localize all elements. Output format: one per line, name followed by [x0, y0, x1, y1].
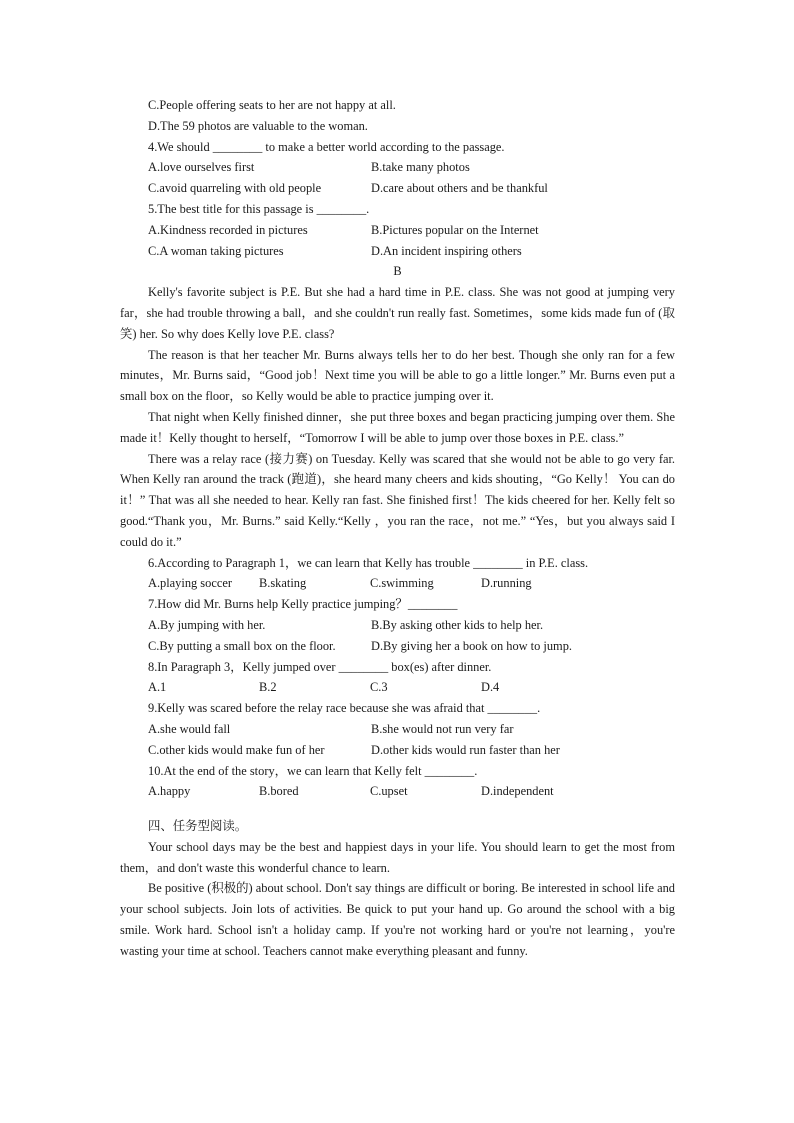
question-7-option-d: D.By giving her a book on how to jump. — [371, 638, 572, 653]
question-3-option-c: C.People offering seats to her are not happy at all. — [148, 98, 396, 112]
question-6-option-b: B.skating — [259, 576, 307, 591]
question-7-options-row-1 — [120, 615, 675, 636]
question-4-options-row-2 — [120, 178, 675, 199]
question-10-option-a: A.happy — [148, 784, 191, 799]
question-4-option-d: D.care about others and be thankful — [371, 181, 548, 196]
question-5-stem: 5.The best title for this passage is ________. — [148, 201, 370, 216]
question-10-stem: 10.At the end of the story，we can learn that Kelly felt ________. — [148, 763, 478, 778]
question-8-option-b: B.2 — [259, 680, 277, 695]
question-5-option-b: B.Pictures popular on the Internet — [371, 222, 539, 237]
question-5-option-d: D.An incident inspiring others — [371, 243, 522, 258]
question-10-option-c: C.upset — [370, 784, 408, 799]
question-4-option-b: B.take many photos — [371, 160, 470, 175]
section-4-paragraph-1: Your school days may be the best and happiest days in your life. You should learn to get the most from them，and don't waste this wonderful chance to learn. — [120, 839, 675, 875]
section-4-heading: 四、任务型阅读。 — [148, 818, 248, 834]
question-8-stem: 8.In Paragraph 3，Kelly jumped over ________ box(es) after dinner. — [148, 659, 492, 674]
question-9-option-d: D.other kids would run faster than her — [371, 742, 560, 757]
question-9-option-b: B.she would not run very far — [371, 721, 514, 736]
passage-b-paragraph-1: Kelly's favorite subject is P.E. But she had a hard time in P.E. class. She was not good at jumping very far，she had trouble throwing a ball，and she couldn't run really fast. Sometimes，some kids made fun of (取笑) her. So why does Kelly love P.E. class? — [120, 285, 675, 341]
question-4-stem: 4.We should ________ to make a better world according to the passage. — [148, 139, 505, 154]
section-4-paragraph-2: Be positive (积极的) about school. Don't say things are difficult or boring. Be interested in school life and your school subjects. Join lots of activities. Be quick to put your hand up. Go around the school with a big smile. Work hard. School isn't a holiday camp. If you're not working hard or you're not learning，you're wasting your time at school. Teachers cannot make everything pleasant and funny. — [120, 881, 675, 958]
question-9-options-row-1 — [120, 719, 675, 740]
worksheet-page — [120, 95, 675, 962]
passage-b-text — [120, 282, 675, 552]
passage-b-label: B — [393, 264, 402, 279]
question-5-option-c: C.A woman taking pictures — [148, 243, 284, 258]
question-8-option-a: A.1 — [148, 680, 167, 695]
question-8-options — [120, 677, 675, 698]
question-3-option-d: D.The 59 photos are valuable to the woman. — [148, 118, 368, 133]
question-6-option-a: A.playing soccer — [148, 576, 232, 591]
question-10-option-d: D.independent — [481, 784, 554, 799]
question-8-option-d: D.4 — [481, 680, 500, 695]
passage-b-paragraph-2: The reason is that her teacher Mr. Burns always tells her to do her best. Though she only ran for a few minutes，Mr. Burns said，“Good job！Next time you will be able to go a little longer.” Mr. Burns even put a small box on the floor，so Kelly would be able to practice jumping over it. — [120, 347, 675, 404]
question-7-option-c: C.By putting a small box on the floor. — [148, 638, 336, 653]
question-6-option-d: D.running — [481, 576, 532, 591]
question-5-options-row-1 — [120, 220, 675, 241]
question-5-option-a: A.Kindness recorded in pictures — [148, 222, 308, 237]
question-10-option-b: B.bored — [259, 784, 299, 799]
question-6-stem: 6.According to Paragraph 1，we can learn that Kelly has trouble ________ in P.E. class. — [148, 555, 589, 570]
question-4-option-a: A.love ourselves first — [148, 160, 255, 175]
question-8-option-c: C.3 — [370, 680, 388, 695]
question-5-options-row-2 — [120, 241, 675, 262]
question-7-options-row-2 — [120, 636, 675, 657]
question-7-stem: 7.How did Mr. Burns help Kelly practice jumping？________ — [148, 597, 458, 612]
section-4-text — [120, 837, 675, 962]
question-7-option-a: A.By jumping with her. — [148, 617, 266, 632]
question-9-stem: 9.Kelly was scared before the relay race because she was afraid that ________. — [148, 701, 541, 716]
question-7-option-b: B.By asking other kids to help her. — [371, 617, 544, 632]
passage-b-paragraph-4: There was a relay race (接力赛) on Tuesday. Kelly was scared that she would not be able to go very far. When Kelly ran around the track (跑道)，she heard many cheers and kids shouting，“Go Kelly！ You can do it！” That was all she needed to hear. Kelly ran fast. She finished first！The kids cheered for her. Kelly felt so good.“Thank you，Mr. Burns.” said Kelly.“Kelly ，you ran the race，not me.” “Yes，but you always said I could do it.” — [120, 451, 675, 549]
question-6-options — [120, 573, 675, 594]
question-4-options-row-1 — [120, 157, 675, 178]
question-9-options-row-2 — [120, 740, 675, 761]
passage-b-paragraph-3: That night when Kelly finished dinner，she put three boxes and began practicing jumping over them. She made it！Kelly thought to herself，“Tomorrow I will be able to jump over those boxes in P.E. class.” — [120, 409, 675, 445]
question-10-options — [120, 781, 675, 802]
question-9-option-a: A.she would fall — [148, 721, 231, 736]
section-spacer — [120, 802, 675, 816]
question-9-option-c: C.other kids would make fun of her — [148, 742, 325, 757]
question-6-option-c: C.swimming — [370, 576, 434, 591]
question-4-option-c: C.avoid quarreling with old people — [148, 181, 322, 196]
